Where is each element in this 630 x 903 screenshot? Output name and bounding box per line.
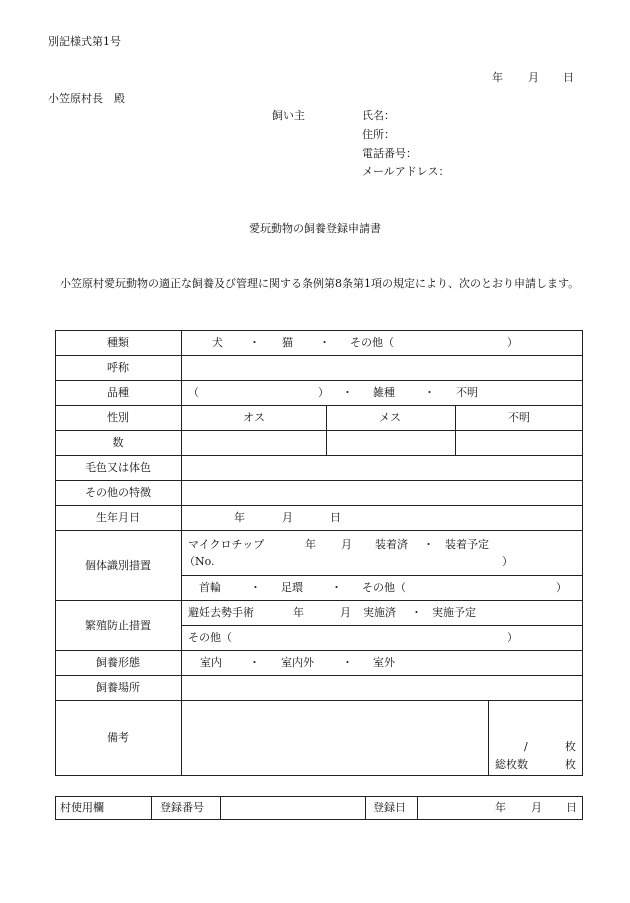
form-number: 別記様式第1号 bbox=[48, 35, 121, 48]
owner-email-label: メールアドレス： bbox=[362, 165, 450, 178]
microchip-year: 年 bbox=[305, 538, 316, 551]
birth-day: 日 bbox=[330, 511, 341, 524]
option-other-id[interactable]: その他（ bbox=[362, 581, 406, 594]
option-sterilization[interactable]: 避妊去勢手術 bbox=[188, 606, 254, 619]
document-title: 愛玩動物の飼養登録申請書 bbox=[249, 222, 381, 235]
option-microchip[interactable]: マイクロチップ bbox=[188, 538, 265, 551]
owner-heading: 飼い主 bbox=[272, 109, 305, 122]
paren-close: ） bbox=[502, 555, 513, 568]
separator-dot: ・ bbox=[342, 386, 353, 399]
option-collar[interactable]: 首輪 bbox=[199, 581, 221, 594]
separator-dot: ・ bbox=[423, 538, 434, 551]
birth-month: 月 bbox=[282, 511, 293, 524]
intro-text: 小笠原村愛玩動物の適正な飼養及び管理に関する条例第8条第1項の規定により、次のとおり申請します。 bbox=[60, 277, 580, 290]
paren-close: ） bbox=[556, 581, 567, 594]
owner-phone-label: 電話番号： bbox=[362, 147, 417, 160]
option-cat[interactable]: 猫 bbox=[282, 336, 293, 349]
option-sterilization-done[interactable]: 実施済 bbox=[363, 606, 396, 619]
label-breed: 品種 bbox=[107, 386, 129, 399]
registration-number-label: 登録番号 bbox=[160, 801, 204, 814]
reg-year: 年 bbox=[495, 801, 506, 814]
option-male[interactable]: オス bbox=[243, 411, 265, 424]
option-sex-unknown[interactable]: 不明 bbox=[508, 411, 530, 424]
date-day: 日 bbox=[563, 71, 574, 84]
owner-name-label: 氏名： bbox=[362, 109, 395, 122]
option-female[interactable]: メス bbox=[379, 411, 401, 424]
date-year: 年 bbox=[492, 71, 503, 84]
sheet-unit: 枚 bbox=[565, 740, 576, 753]
label-call-name: 呼称 bbox=[107, 361, 129, 374]
date-month: 月 bbox=[528, 71, 539, 84]
paren-open: （ bbox=[188, 386, 199, 399]
separator-dot: ・ bbox=[424, 386, 435, 399]
label-remarks: 備考 bbox=[107, 731, 129, 744]
reg-month: 月 bbox=[531, 801, 542, 814]
label-breeding-prevention: 繁殖防止措置 bbox=[85, 619, 151, 632]
separator-dot: ・ bbox=[411, 606, 422, 619]
total-sheets-label: 総枚数 bbox=[495, 758, 528, 771]
microchip-month: 月 bbox=[341, 538, 352, 551]
paren-close: ） bbox=[507, 631, 518, 644]
option-leg-ring[interactable]: 足環 bbox=[281, 581, 303, 594]
sheet-slash: / bbox=[524, 740, 528, 753]
owner-address-label: 住所： bbox=[362, 128, 395, 141]
registration-date-label: 登録日 bbox=[373, 801, 406, 814]
separator-dot: ・ bbox=[342, 656, 353, 669]
addressee: 小笠原村長 殿 bbox=[48, 92, 125, 105]
label-features: その他の特徴 bbox=[85, 486, 151, 499]
sterilization-year: 年 bbox=[293, 606, 304, 619]
separator-dot: ・ bbox=[331, 581, 342, 594]
option-breed-unknown[interactable]: 不明 bbox=[456, 386, 478, 399]
birth-year: 年 bbox=[234, 511, 245, 524]
option-sterilization-planned[interactable]: 実施予定 bbox=[432, 606, 476, 619]
option-dog[interactable]: 犬 bbox=[212, 336, 223, 349]
separator-dot: ・ bbox=[250, 581, 261, 594]
paren-close: ） bbox=[507, 336, 518, 349]
paren-close: ） bbox=[318, 386, 329, 399]
separator-dot: ・ bbox=[249, 656, 260, 669]
option-indoor[interactable]: 室内 bbox=[200, 656, 222, 669]
microchip-number-label: （No. bbox=[184, 555, 215, 568]
option-microchip-planned[interactable]: 装着予定 bbox=[445, 538, 489, 551]
label-count: 数 bbox=[112, 436, 124, 449]
option-indoor-outdoor[interactable]: 室内外 bbox=[281, 656, 314, 669]
separator-dot: ・ bbox=[319, 336, 330, 349]
office-use-label: 村使用欄 bbox=[60, 801, 104, 814]
total-sheets-unit: 枚 bbox=[565, 758, 576, 771]
option-microchip-installed[interactable]: 装着済 bbox=[375, 538, 408, 551]
reg-day: 日 bbox=[566, 801, 577, 814]
label-birthdate: 生年月日 bbox=[96, 511, 140, 524]
label-identification: 個体識別措置 bbox=[85, 559, 151, 572]
option-outdoor[interactable]: 室外 bbox=[373, 656, 395, 669]
option-other-prevention[interactable]: その他（ bbox=[188, 631, 232, 644]
label-coat: 毛色又は体色 bbox=[85, 461, 151, 474]
label-sex: 性別 bbox=[107, 411, 129, 424]
option-other-species[interactable]: その他（ bbox=[350, 336, 394, 349]
label-location: 飼養場所 bbox=[96, 681, 140, 694]
option-mixed[interactable]: 雑種 bbox=[373, 386, 395, 399]
separator-dot: ・ bbox=[249, 336, 260, 349]
label-housing: 飼養形態 bbox=[96, 656, 140, 669]
sterilization-month: 月 bbox=[340, 606, 351, 619]
label-species: 種類 bbox=[107, 336, 129, 349]
